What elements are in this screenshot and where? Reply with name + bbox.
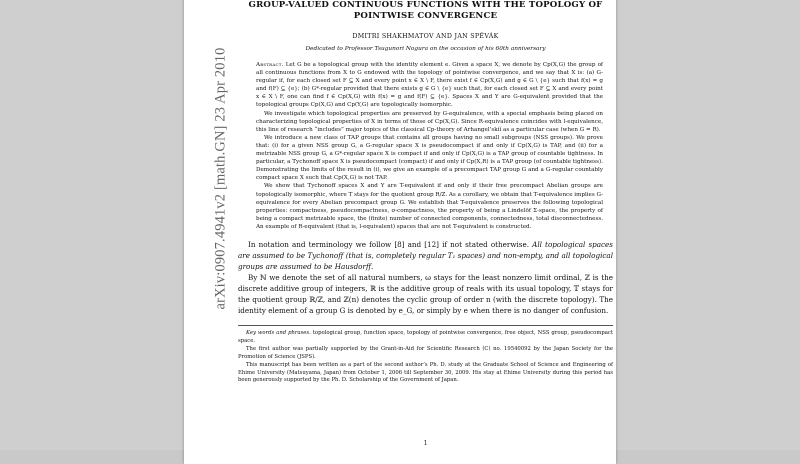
- arxiv-identifier: arXiv:0907.4941v2 [math.GN] 23 Apr 2010: [212, 47, 229, 310]
- paper-title: [238, 0, 613, 22]
- paper-authors: DMITRI SHAKHMATOV AND JAN SPĚVÁK: [352, 33, 499, 40]
- abstract-paragraph-4: We show that Tychonoff spaces X and Y are T-equivalent if and only if their free precompact Abelian groups are topologically isomorphic, where T stays for the quotient group R/Z. As a corollary, we obtain that T-equivalence implies G-equivalence for every Abelian precompact group G. We establish that T-equivalence preserves the following topological properties: compactness, pseudocompactness, σ-compactness, the property of being a Lindelöf Σ-space, the property of being a compact metrizable space, the (finite) number of connected components, connectedness, total disconnectedness. An example of R-equivalent (that is, l-equivalent) spaces that are not T-equivalent is constructed.: [256, 183, 603, 230]
- abstract-label: Abstract.: [256, 62, 284, 68]
- abstract-paragraph-1: [256, 61, 603, 110]
- body-paragraph-1: [238, 239, 613, 272]
- footnote-2: This manuscript has been written as a part of the second author’s Ph. D. study at the Graduate School of Science and Engineering of Ehime University (Matsuyama, Japan) from October 1, 2006 till September 30, 2009. His stay at Ehime University during this period has been generously supported by the Ph. D. Scholarship of the Government of Japan.: [238, 361, 613, 384]
- body-text: [238, 239, 613, 316]
- pdf-page: [184, 0, 616, 464]
- arxiv-stamp: [184, 0, 229, 324]
- abstract-paragraph-3: We introduce a new class of TAP groups that contains all groups having no small subgroups (NSS groups). We prove that: (i) for a given NSS group G, a G-regular space X is pseudocompact if and only if Cp(X,G) is TAP, and (ii) for a metrizable NSS group G, a G*-regular space X is compact if and only if Cp(X,G) is a TAP group of countable tightness. In particular, a Tychonoff space X is pseudocompact (compact) if and only if Cp(X,R) is a TAP group (of countable tightness). Demonstrating the limits of the result in (i), we give an example of a precompact TAP group G and a G-regular countably compact space X such that Cp(X,G) is not TAP.: [256, 134, 603, 182]
- footnotes: [238, 325, 613, 385]
- abstract-text-1: Let G be a topological group with the identity element e. Given a space X, we denote by Cp(X,G) the group of all continuous functions from X to G endowed with the topology of pointwise convergence, and we say that X is: (a) G-regular if, for each closed set F ⊆ X and every point x ∈ X \ F, there exist f ∈ Cp(X,G) and g ∈ G \ {e} such that f(x) = g and f(F) ⊆ {e}; (b) G*-regular provided that there exists g ∈ G \ {e} such that, for each closed set F ⊆ X and every point x ∈ X \ F, one can find f ∈ Cp(X,G) with f(x) = g and f(F) ⊆ {e}. Spaces X and Y are G-equivalent provided that the topological groups Cp(X,G) and Cp(Y,G) are topologically isomorphic.: [256, 62, 604, 109]
- body-paragraph-2: By ℕ we denote the set of all natural numbers, ω stays for the least nonzero limit ordinal, ℤ is the discrete additive group of integers, ℝ is the additive group of reals with its usual topology, 𝕋 stays for the quotient group ℝ/ℤ, and ℤ(n) denotes the cyclic group of order n (with the discrete topology). The identity element of a group G is denoted by e_G, or simply by e when there is no danger of confusion.: [238, 272, 613, 315]
- page-number: 1: [423, 440, 428, 447]
- abstract-paragraph-2: We investigate which topological properties are preserved by G-equivalence, with a special emphasis being placed on characterizing topological properties of X in terms of those of Cp(X,G). Since R-equivalence coincides with l-equivalence, this line of research “includes” major topics of the classical Cp-theory of Arhangel’skiĭ as a particular case (when G = R).: [256, 110, 603, 133]
- keywords-text: topological group, function space, topology of pointwise convergence, free object, NSS group, pseudocompact space.: [238, 329, 613, 344]
- body-text-1a: In notation and terminology we follow [8] and [12] if not stated otherwise.: [248, 239, 530, 249]
- title-line-1: GROUP-VALUED CONTINUOUS FUNCTIONS WITH THE TOPOLOGY OF: [248, 0, 603, 10]
- dedication: Dedicated to Professor Tsugunori Nogura on the occasion of his 60th anniversary: [305, 46, 546, 52]
- footnote-1: The first author was partially supported by the Grant-in-Aid for Scientific Research (C) no. 19540092 by the Japan Society for the Promotion of Science (JSPS).: [238, 345, 613, 360]
- keywords-label: Key words and phrases.: [246, 329, 311, 336]
- abstract: [256, 61, 603, 231]
- body-text-1b: All topological spaces are assumed to be Tychonoff (that is, completely regular T₁ spaces) and non-empty, and all topological groups are assumed to be Hausdorff.: [238, 239, 613, 271]
- title-line-2: POINTWISE CONVERGENCE: [353, 11, 498, 21]
- page-content: [238, 0, 613, 447]
- footnote-keywords: [238, 330, 613, 346]
